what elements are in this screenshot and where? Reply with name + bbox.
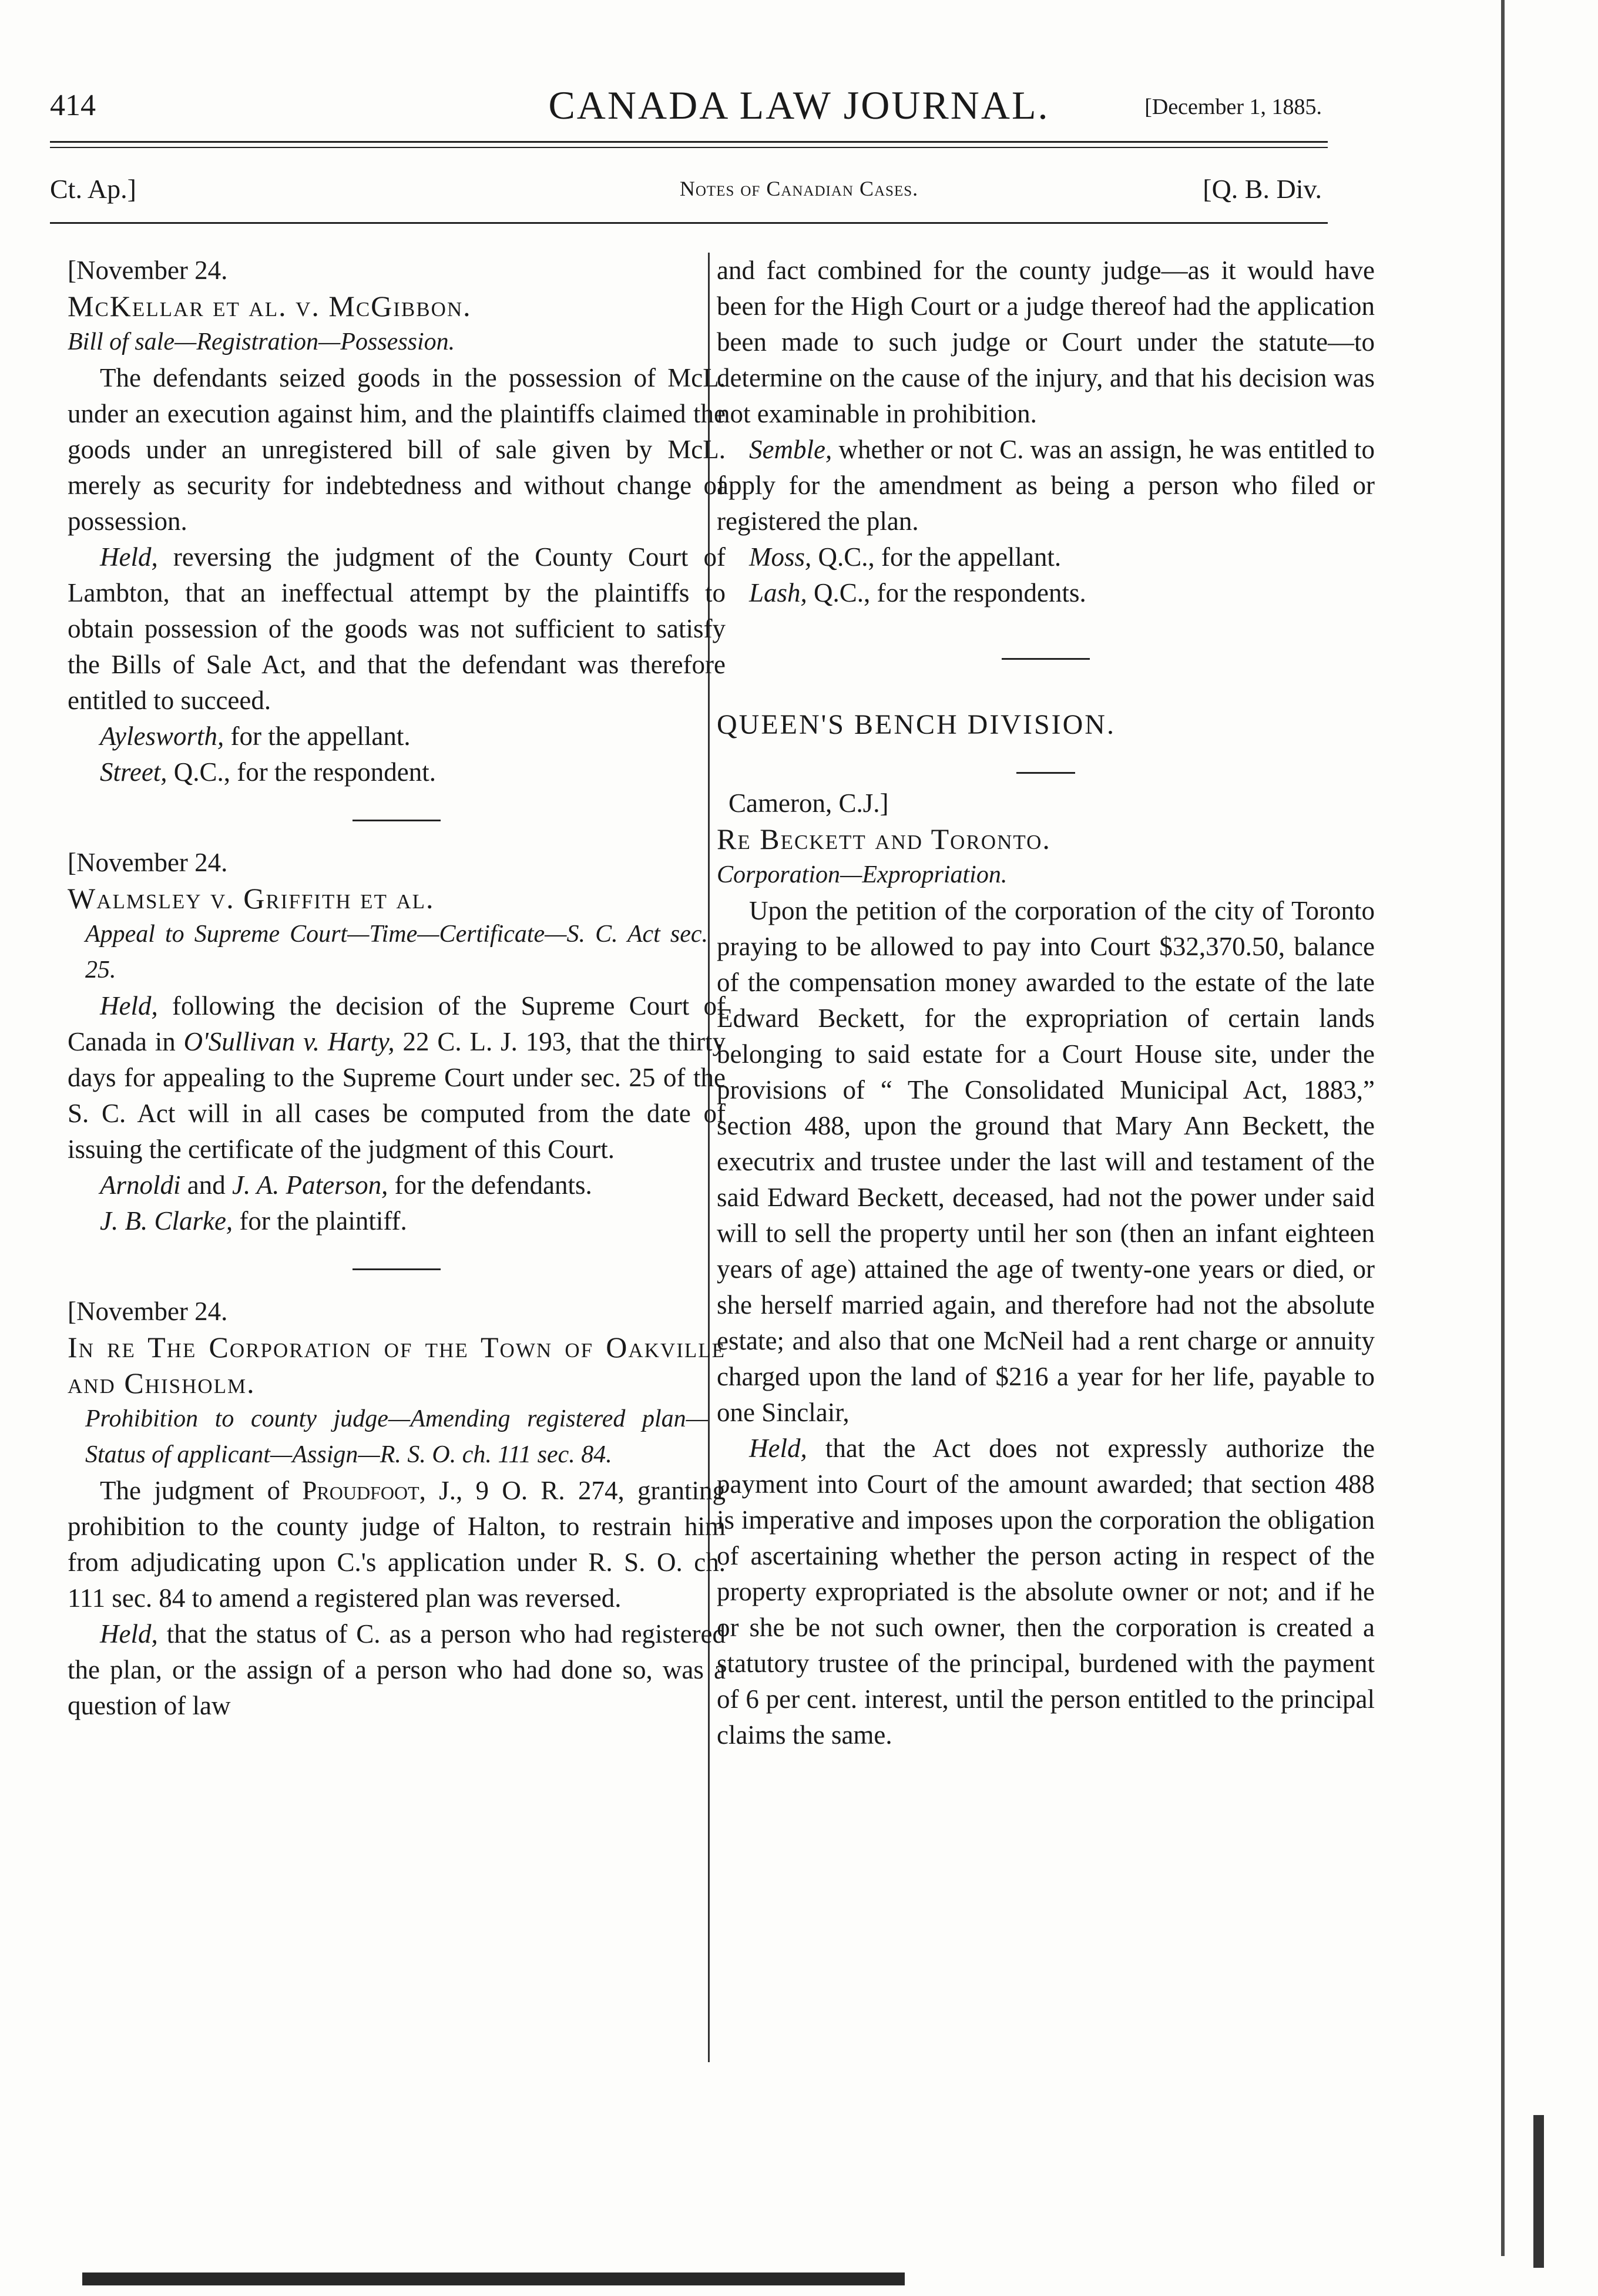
- case-paragraph-continued: and fact combined for the county judge—as it would have been for the High Court or a judge thereof had the application been made to such judge or Court under the statute—to determine on the cause of the injury, and that his decision was not examinable in prohibition.: [717, 256, 1375, 428]
- judge-line: Cameron, C.J.]: [728, 788, 889, 818]
- page-number: 414: [50, 89, 96, 122]
- counsel-role: for the defendants.: [388, 1170, 592, 1200]
- semble-text: whether or not C. was an assign, he was entitled to apply for the amendment as being a person who filed or registered the plan.: [717, 435, 1375, 536]
- case-catchwords: Prohibition to county judge—Amending registered plan—Status of applicant—Assign—R. S. O. ch. 111 sec. 84.: [85, 1405, 708, 1468]
- case-holding: [717, 1431, 1375, 1753]
- case-separator: [352, 820, 441, 821]
- held-text: that the status of C. as a person who had registered the plan, or the assign of a person who had done so, was a question of law: [68, 1619, 726, 1720]
- counsel-name: Aylesworth,: [100, 721, 224, 751]
- header-rule-bottom: [50, 147, 1328, 148]
- case-holding: [68, 988, 726, 1167]
- counsel-name: Arnoldi: [100, 1170, 181, 1200]
- held-label: Held,: [100, 542, 158, 572]
- division-heading: QUEEN'S BENCH DIVISION.: [717, 709, 1116, 740]
- case-catchwords: Corporation—Expropriation.: [717, 861, 1008, 888]
- scan-edge-right-thick: [1533, 2115, 1544, 2268]
- held-text: 22 C. L. J. 193, that the thirty days for appealing to the Supreme Court under sec. 25 of the S. C. Act will in all cases be computed from the date of issuing the certificate of the judgment of this Court.: [68, 1027, 726, 1164]
- held-text: reversing the judgment of the County Court of Lambton, that an ineffectual attempt by the plaintiffs to obtain possession of the goods was not sufficient to satisfy the Bills of Sale Act, and that the defendant was therefore entitled to succeed.: [68, 542, 726, 715]
- case-title: In re The Corporation of the Town of Oakville and Chisholm.: [68, 1331, 726, 1399]
- right-column: [717, 253, 1375, 1753]
- subheader-rule: [50, 222, 1328, 224]
- counsel-role: Q.C., for the appellant.: [811, 542, 1062, 572]
- counsel-line: [68, 719, 726, 754]
- case-catchwords: Bill of sale—Registration—Possession.: [68, 328, 455, 355]
- counsel-role: for the appellant.: [224, 721, 411, 751]
- counsel-line: [717, 575, 1375, 611]
- paragraph-text: The judgment of: [100, 1476, 303, 1505]
- held-text: that the Act does not expressly authorize the payment into Court of the amount awarded; that section 488 is imperative and imposes upon the corporation the obligation of ascertaining whether the person acting in respect of the property expropriated is the absolute owner or not; and if he or she be not such owner, then the corporation is created a statutory trustee of the principal, burdened with the payment of 6 per cent. interest, until the person entitled to the principal claims the same.: [717, 1434, 1375, 1750]
- case-separator: [352, 1268, 441, 1270]
- cited-case: O'Sullivan v. Harty,: [183, 1027, 395, 1056]
- case-semble: [717, 432, 1375, 539]
- counsel-name: J. B. Clarke,: [100, 1206, 233, 1236]
- scan-edge-bottom: [82, 2272, 905, 2285]
- header-rule-top: [50, 141, 1328, 143]
- case-catchwords: Appeal to Supreme Court—Time—Certificate—S. C. Act sec. 25.: [85, 921, 708, 983]
- case-title: Walmsley v. Griffith et al.: [68, 882, 435, 915]
- scan-edge-right: [1501, 0, 1505, 2256]
- case-title: McKellar et al. v. McGibbon.: [68, 290, 472, 323]
- held-label: Held,: [749, 1434, 807, 1463]
- counsel-line: [68, 1167, 726, 1203]
- court-abbrev-right: [Q. B. Div.: [1203, 174, 1322, 204]
- journal-title: CANADA LAW JOURNAL.: [548, 83, 1050, 127]
- counsel-name: Lash,: [749, 578, 807, 607]
- case-date: [November 24.: [68, 848, 228, 877]
- semble-label: Semble,: [749, 435, 832, 464]
- counsel-line: [717, 539, 1375, 575]
- section-separator: [1016, 772, 1075, 774]
- case-title: Re Beckett and Toronto.: [717, 823, 1051, 855]
- paragraph-text: , J., 9 O. R. 274, granting prohibition to the county judge of Halton, to restrain him from adjudicating upon C.'s application under R. S. O. ch. 111 sec. 84 to amend a registered plan was reversed.: [68, 1476, 726, 1613]
- counsel-role: Q.C., for the respondents.: [807, 578, 1086, 607]
- counsel-name: Moss,: [749, 542, 812, 572]
- counsel-name: Street,: [100, 757, 167, 787]
- left-column: [68, 253, 726, 1724]
- held-label: Held,: [100, 991, 158, 1021]
- issue-date: [December 1, 1885.: [1144, 95, 1322, 119]
- counsel-and: and: [180, 1170, 232, 1200]
- counsel-name: J. A. Paterson,: [232, 1170, 388, 1200]
- case-holding: [68, 539, 726, 719]
- case-paragraph: The defendants seized goods in the possession of McL. under an execution against him, and the plaintiffs claimed the goods under an unregistered bill of sale given by McL. merely as security for indebtedness and without change of possession.: [68, 363, 726, 536]
- section-separator: [1002, 658, 1090, 660]
- court-abbrev-left: Ct. Ap.]: [50, 174, 136, 204]
- case-holding: [68, 1616, 726, 1724]
- case-date: [November 24.: [68, 256, 228, 285]
- judge-name: Proudfoot: [302, 1476, 419, 1505]
- counsel-role: Q.C., for the respondent.: [167, 757, 436, 787]
- section-running-title: Notes of Canadian Cases.: [679, 177, 919, 200]
- held-label: Held,: [100, 1619, 158, 1649]
- counsel-line: [68, 1203, 726, 1239]
- held-text: following the decision of the Supreme Court of Canada in: [68, 991, 726, 1056]
- case-paragraph: Upon the petition of the corporation of the city of Toronto praying to be allowed to pay into Court $32,370.50, balance of the compensation money awarded to the estate of the late Edward Beckett, for the expropriation of certain lands belonging to said estate for a Court House site, under the provisions of “ The Consolidated Municipal Act, 1883,” section 488, upon the ground that Mary Ann Beckett, the executrix and trustee under the last will and testament of the said Edward Beckett, deceased, had not the power under said will to sell the property until her son (then an infant eighteen years of age) attained the age of twenty-one years or died, or she herself married again, and therefore had not the absolute estate; and also that one McNeil had a rent charge or annuity charged upon the land of $216 a year for her life, payable to one Sinclair,: [717, 896, 1375, 1427]
- counsel-line: [68, 754, 726, 790]
- case-paragraph: [68, 1473, 726, 1616]
- counsel-role: for the plaintiff.: [233, 1206, 407, 1236]
- case-date: [November 24.: [68, 1297, 228, 1326]
